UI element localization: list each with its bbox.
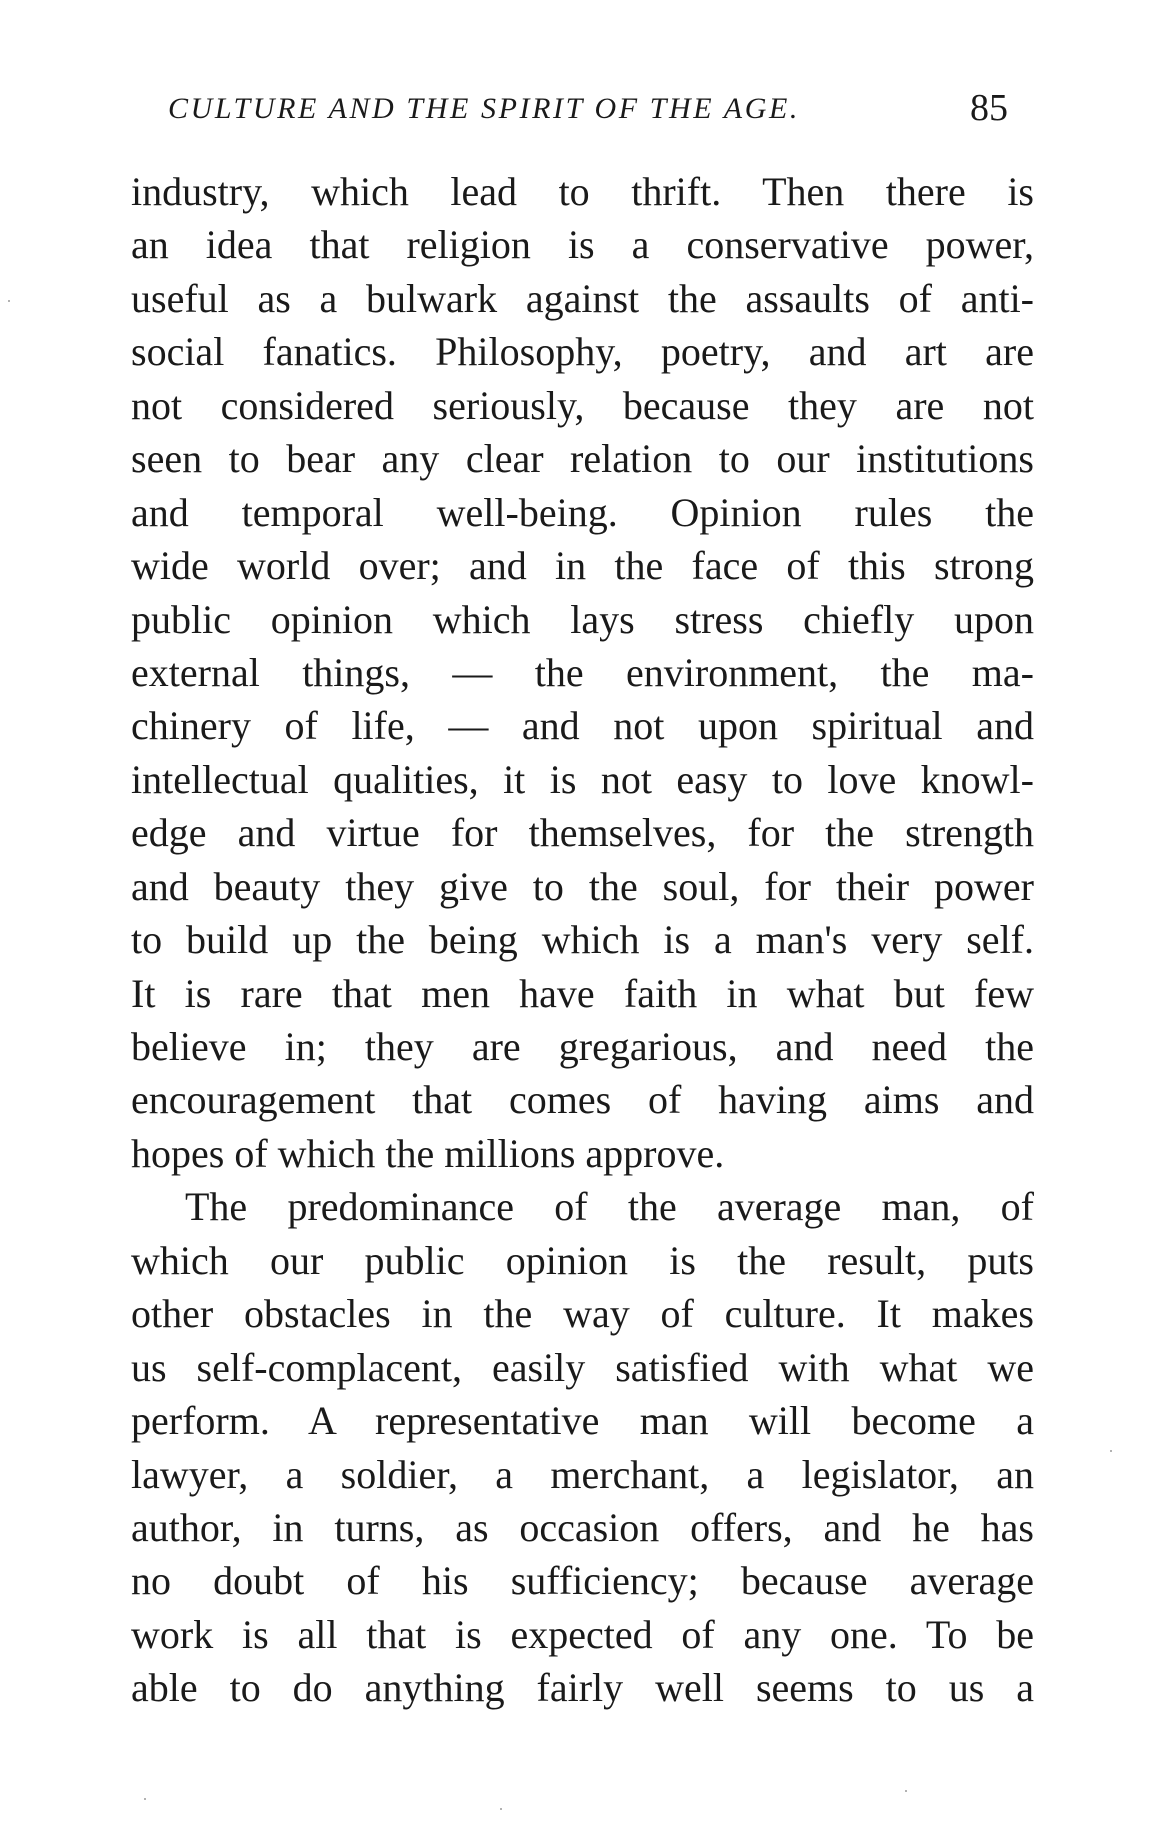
text-line: author, in turns, as occasion offers, and he has bbox=[131, 1504, 1034, 1550]
text-line: and beauty they give to the soul, for their power bbox=[131, 863, 1034, 909]
paper-speck bbox=[8, 300, 10, 302]
text-line: wide world over; and in the face of this strong bbox=[131, 543, 1034, 589]
text-line: not considered seriously, because they are not bbox=[131, 382, 1034, 428]
text-line: lawyer, a soldier, a merchant, a legislator, an bbox=[131, 1451, 1034, 1497]
text-line: believe in; they are gregarious, and need the bbox=[131, 1024, 1034, 1069]
paragraph-start-line: The predominance of the average man, of bbox=[185, 1184, 1034, 1230]
text-line: useful as a bulwark against the assaults of anti- bbox=[131, 275, 1034, 321]
text-line: chinery of life, — and not upon spiritual and bbox=[131, 703, 1034, 749]
running-head bbox=[168, 86, 1008, 136]
text-line: intellectual qualities, it is not easy to love knowl- bbox=[131, 756, 1034, 802]
text-line: us self-complacent, easily satisfied with what we bbox=[131, 1344, 1034, 1390]
text-line: perform. A representative man will become a bbox=[131, 1398, 1034, 1444]
paper-speck bbox=[500, 1808, 502, 1810]
text-line: public opinion which lays stress chiefly upon bbox=[131, 596, 1034, 642]
page-number: 85 bbox=[970, 87, 1008, 129]
text-line: edge and virtue for themselves, for the strength bbox=[131, 810, 1034, 856]
text-line: seen to bear any clear relation to our institutions bbox=[131, 436, 1034, 482]
text-line: external things, — the environment, the ma- bbox=[131, 649, 1034, 695]
paragraph-end-line: hopes of which the millions approve. bbox=[131, 1130, 725, 1176]
paper-speck bbox=[144, 1798, 146, 1800]
text-line: industry, which lead to thrift. Then there is bbox=[131, 169, 1034, 214]
text-line: It is rare that men have faith in what but few bbox=[131, 970, 1034, 1016]
text-line: an idea that religion is a conservative power, bbox=[131, 222, 1034, 268]
running-title: CULTURE AND THE SPIRIT OF THE AGE. bbox=[168, 92, 801, 125]
text-line: and temporal well-being. Opinion rules the bbox=[131, 489, 1034, 535]
text-line: no doubt of his sufficiency; because average bbox=[131, 1558, 1034, 1604]
text-line: able to do anything fairly well seems to us a bbox=[131, 1665, 1034, 1711]
paper-speck bbox=[1110, 1450, 1112, 1452]
text-line: which our public opinion is the result, puts bbox=[131, 1237, 1034, 1283]
text-line: encouragement that comes of having aims and bbox=[131, 1077, 1034, 1123]
body-text bbox=[131, 165, 1034, 1715]
text-line: to build up the being which is a man's very self. bbox=[131, 917, 1034, 963]
text-line: social fanatics. Philosophy, poetry, and art are bbox=[131, 329, 1034, 375]
paper-speck bbox=[905, 1790, 907, 1792]
text-line: work is all that is expected of any one. To be bbox=[131, 1611, 1034, 1657]
text-line: other obstacles in the way of culture. It makes bbox=[131, 1291, 1034, 1337]
